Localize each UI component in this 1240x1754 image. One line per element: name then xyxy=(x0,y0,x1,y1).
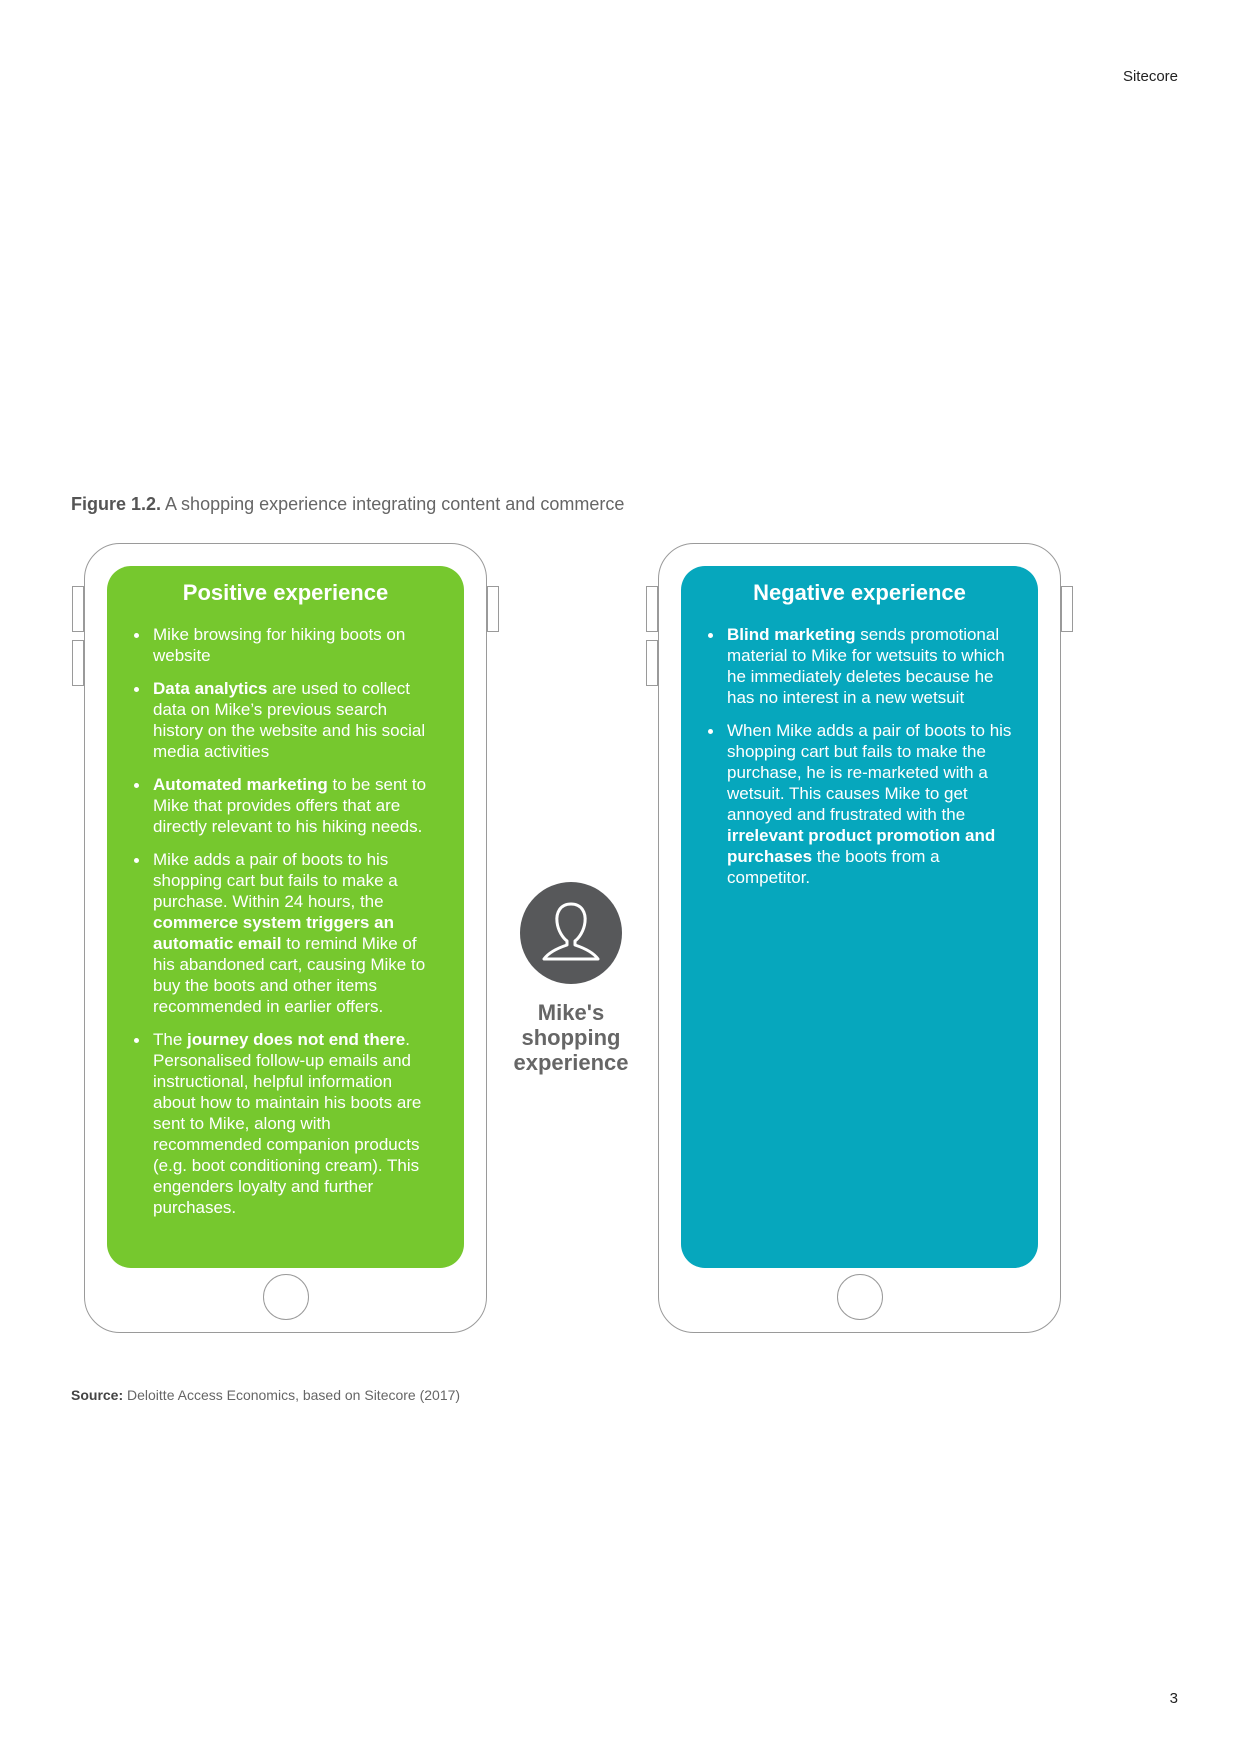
bullet-text: the boots from a competitor. xyxy=(727,847,940,887)
positive-title: Positive experience xyxy=(182,580,389,605)
negative-panel xyxy=(681,566,1038,1268)
source-label: Source: xyxy=(71,1387,124,1403)
list-item xyxy=(133,1029,438,1218)
bullet-bold: Data analytics xyxy=(153,679,268,698)
bullet-pre: Mike adds a pair of boots to his shopping cart but fails to make a purchase. Within 24 hours, the xyxy=(153,850,398,911)
list-item xyxy=(133,678,438,762)
phone-side-button xyxy=(487,586,499,632)
bullet-text: Mike browsing for hiking boots on website xyxy=(153,625,406,665)
bullet-bold: commerce system triggers an automatic email xyxy=(153,913,394,953)
bullet-text: are used to collect data on Mike’s previous search history on the website and his social media activities xyxy=(153,679,426,761)
phone-side-button xyxy=(72,640,84,686)
list-item xyxy=(133,849,438,1017)
list-item xyxy=(133,624,438,666)
figure-caption xyxy=(71,494,624,515)
bullet-bold: Blind marketing xyxy=(727,625,856,644)
list-item xyxy=(133,774,438,837)
phone-positive xyxy=(84,543,487,1333)
center-label: Mike's shopping experience xyxy=(513,1000,629,1075)
negative-title: Negative experience xyxy=(753,580,966,605)
bullet-text: to be sent to Mike that provides offers that are directly relevant to his hiking needs. xyxy=(153,775,427,836)
positive-panel xyxy=(107,566,464,1268)
bullet-pre: When Mike adds a pair of boots to his shopping cart but fails to make the purchase, he is re-marketed with a wetsuit. This causes Mike to get annoyed and frustrated with the xyxy=(727,721,1012,824)
negative-list xyxy=(707,624,1012,888)
bullet-text: sends promotional material to Mike for wetsuits to which he immediately deletes because he has no interest in a new wetsuit xyxy=(727,625,1005,707)
phone-side-button xyxy=(646,640,658,686)
bullet-bold: irrelevant product promotion and purchases xyxy=(727,826,996,866)
source-note xyxy=(71,1387,460,1403)
bullet-bold: journey does not end there xyxy=(187,1030,406,1049)
phone-negative xyxy=(658,543,1061,1333)
figure-label: Figure 1.2. xyxy=(71,494,162,514)
positive-list xyxy=(133,624,438,1218)
user-silhouette-icon xyxy=(520,882,622,984)
bullet-text: to remind Mike of his abandoned cart, causing Mike to buy the boots and other items recommended in earlier offers. xyxy=(153,934,426,1016)
phone-side-button xyxy=(1061,586,1073,632)
bullet-text: . Personalised follow-up emails and instructional, helpful information about how to maintain his boots are sent to Mike, along with recommended companion products (e.g. boot conditioning cream). This engenders loyalty and further purchases. xyxy=(153,1030,422,1217)
list-item xyxy=(707,720,1012,888)
phone-side-button xyxy=(646,586,658,632)
figure-title: A shopping experience integrating content and commerce xyxy=(165,494,625,514)
phone-home-button xyxy=(837,1274,883,1320)
list-item xyxy=(707,624,1012,708)
page-number: 3 xyxy=(1169,1690,1178,1707)
header-brand: Sitecore xyxy=(1122,68,1178,85)
bullet-bold: Automated marketing xyxy=(153,775,328,794)
phone-side-button xyxy=(72,586,84,632)
source-text: Deloitte Access Economics, based on Sitecore (2017) xyxy=(127,1387,461,1403)
phone-home-button xyxy=(263,1274,309,1320)
bullet-pre: The xyxy=(153,1030,188,1049)
